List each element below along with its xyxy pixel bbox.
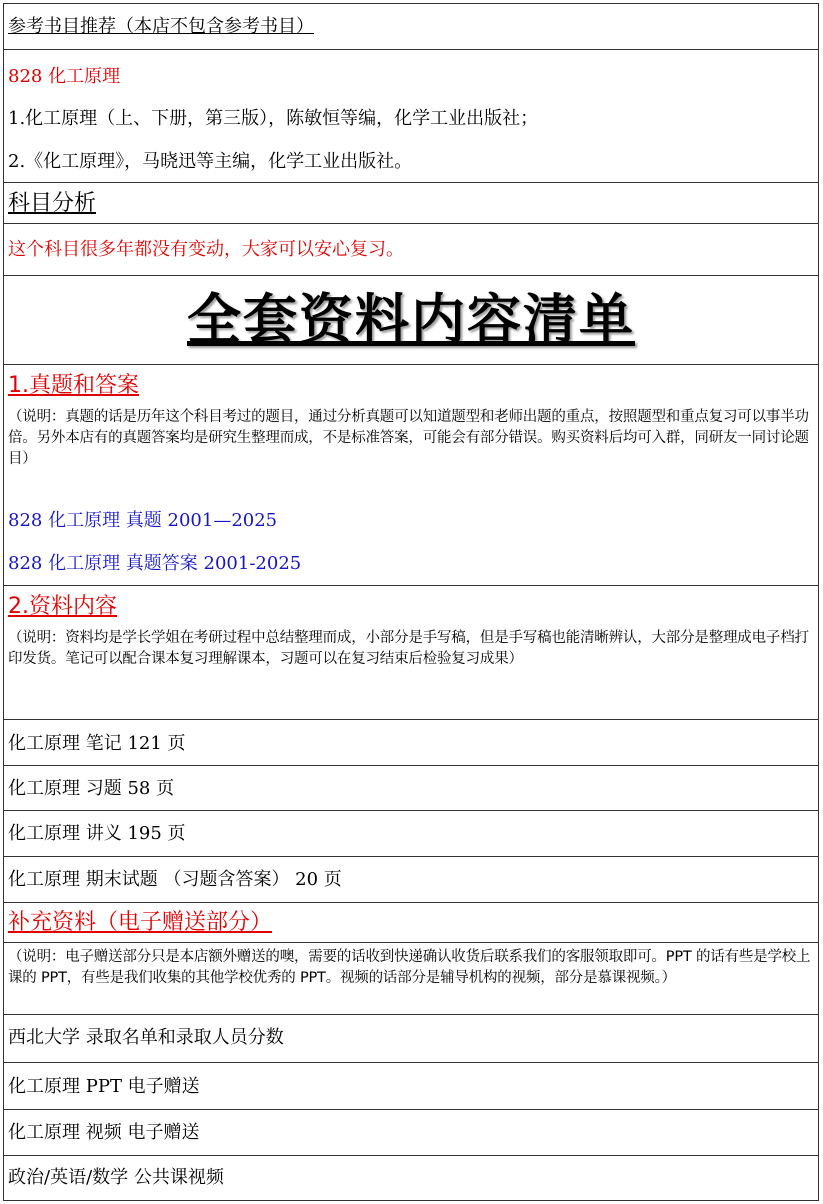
section1-row bbox=[4, 365, 818, 586]
list-item: 西北大学 录取名单和录取人员分数 bbox=[8, 1027, 284, 1048]
document-table-continued bbox=[3, 1062, 819, 1201]
list-item: 化工原理 期末试题 （习题含答案） 20 页 bbox=[8, 869, 342, 890]
table-row bbox=[4, 720, 818, 766]
reference-title: 参考书目推荐（本店不包含参考书目） bbox=[8, 16, 314, 37]
section3-note-row bbox=[4, 943, 818, 1015]
table-row bbox=[4, 857, 818, 903]
section1-heading: 1.真题和答案 bbox=[8, 373, 139, 398]
document-table bbox=[3, 3, 819, 1063]
section3-heading: 补充资料（电子赠送部分） bbox=[8, 910, 273, 935]
table-row bbox=[4, 1156, 818, 1200]
course-code: 828 化工原理 bbox=[8, 66, 121, 87]
analysis-note: 这个科目很多年都没有变动，大家可以安心复习。 bbox=[8, 239, 404, 260]
analysis-heading-row bbox=[4, 183, 818, 224]
section3-note: （说明：电子赠送部分只是本店额外赠送的噢，需要的话收到快递确认收货后联系我们的客服领取即可。PPT 的话有些是学校上课的 PPT，有些是我们收集的其他学校优秀的 PPT。视频的话部分是辅导机构的视频，部分是慕课视频。） bbox=[8, 949, 811, 986]
section2-heading: 2.资料内容 bbox=[8, 594, 117, 619]
book-item-2: 2.《化工原理》，马晓迅等主编，化学工业出版社。 bbox=[8, 151, 413, 172]
table-row bbox=[4, 1063, 818, 1110]
list-item: 化工原理 视频 电子赠送 bbox=[8, 1122, 200, 1143]
list-item: 化工原理 讲义 195 页 bbox=[8, 823, 186, 844]
list-item: 828 化工原理 真题 2001—2025 bbox=[8, 510, 278, 531]
table-row bbox=[4, 1015, 818, 1062]
table-row bbox=[4, 811, 818, 857]
banner-title: 全套资料内容清单 bbox=[187, 288, 635, 351]
analysis-heading: 科目分析 bbox=[8, 191, 97, 216]
list-item: 化工原理 习题 58 页 bbox=[8, 778, 175, 799]
reference-books-row bbox=[4, 50, 818, 183]
list-item: 化工原理 PPT 电子赠送 bbox=[8, 1076, 200, 1097]
analysis-note-row bbox=[4, 224, 818, 276]
book-item-1: 1.化工原理（上、下册，第三版），陈敏恒等编，化学工业出版社； bbox=[8, 108, 539, 129]
list-item: 828 化工原理 真题答案 2001-2025 bbox=[8, 553, 302, 574]
section2-row bbox=[4, 586, 818, 720]
banner-row bbox=[4, 276, 818, 365]
section1-note: （说明：真题的话是历年这个科目考过的题目，通过分析真题可以知道题型和老师出题的重点，按照题型和重点复习可以事半功倍。另外本店有的真题答案均是研究生整理而成，不是标准答案，可能会有部分错误。购买资料后均可入群，同研友一同讨论题目） bbox=[8, 409, 809, 467]
table-row bbox=[4, 766, 818, 811]
reference-header-row bbox=[4, 4, 818, 50]
list-item: 化工原理 笔记 121 页 bbox=[8, 733, 186, 754]
table-row bbox=[4, 1110, 818, 1156]
section2-note: （说明：资料均是学长学姐在考研过程中总结整理而成，小部分是手写稿，但是手写稿也能清晰辨认，大部分是整理成电子档打印发货。笔记可以配合课本复习理解课本，习题可以在复习结束后检验复习成果） bbox=[8, 630, 809, 667]
list-item: 政治/英语/数学 公共课视频 bbox=[8, 1167, 224, 1188]
section3-heading-row bbox=[4, 903, 818, 943]
